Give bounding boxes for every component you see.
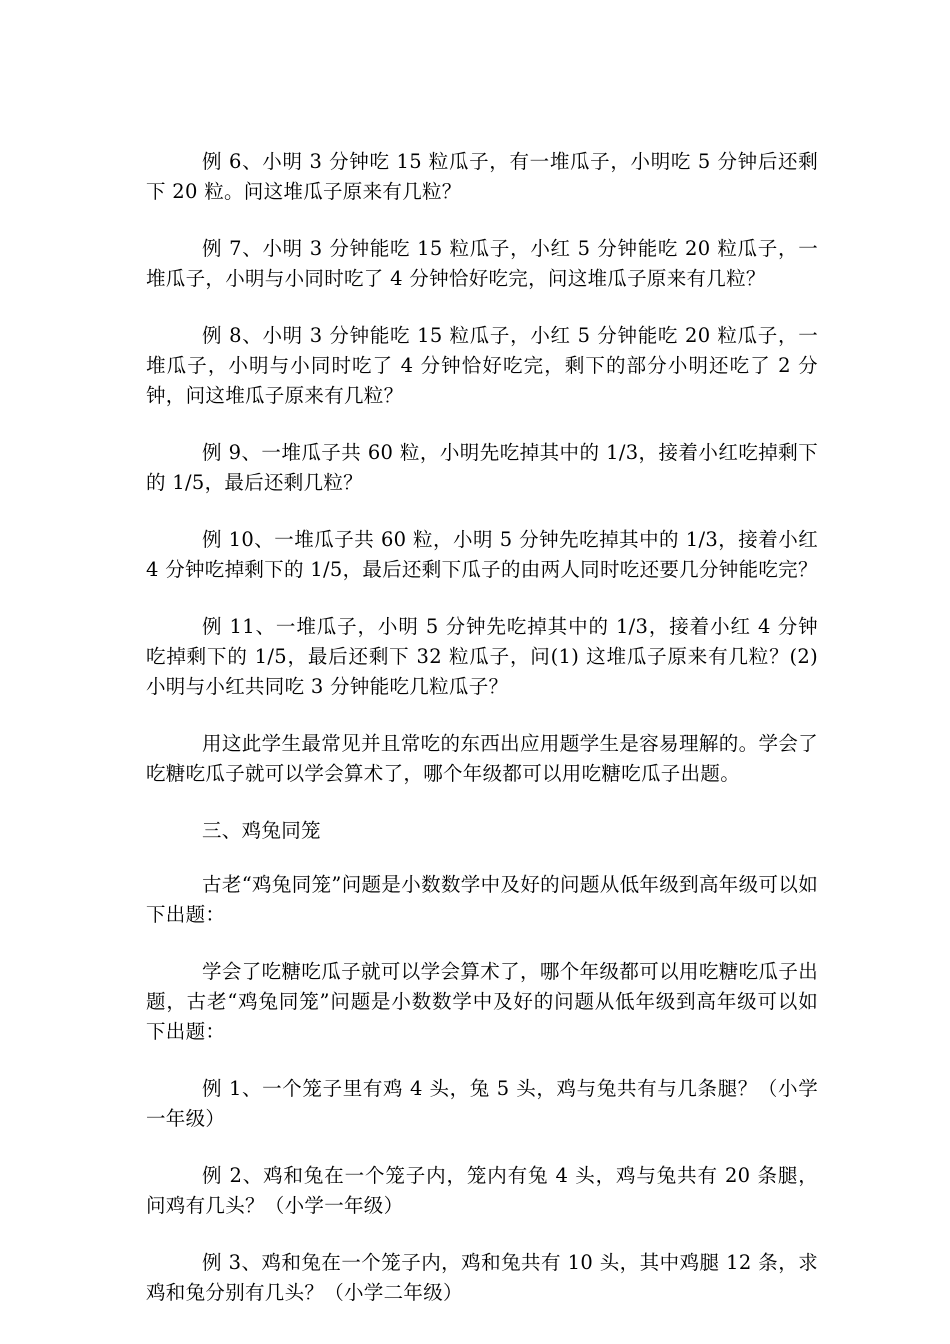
- paragraph-example-11: 例 11、一堆瓜子，小明 5 分钟先吃掉其中的 1/3，接着小红 4 分钟吃掉剩下的 1/5，最后还剩下 32 粒瓜子，问(1) 这堆瓜子原来有几粒？(2) 小明与小红共同吃 3 分钟能吃几粒瓜子？: [146, 615, 818, 698]
- paragraph-example-3: 例 3、鸡和兔在一个笼子内，鸡和兔共有 10 头，其中鸡腿 12 条，求鸡和兔分别有几头？（小学二年级）: [146, 1251, 818, 1304]
- paragraph-intro: 古老“鸡兔同笼”问题是小数数学中及好的问题从低年级到高年级可以如下出题：: [146, 873, 818, 926]
- paragraph-example-1: 例 1、一个笼子里有鸡 4 头，兔 5 头，鸡与兔共有与几条腿？（小学一年级）: [146, 1077, 818, 1130]
- paragraph-summary: 用这此学生最常见并且常吃的东西出应用题学生是容易理解的。学会了吃糖吃瓜子就可以学会算术了，哪个年级都可以用吃糖吃瓜子出题。: [146, 732, 818, 785]
- paragraph-intro-extended: 学会了吃糖吃瓜子就可以学会算术了，哪个年级都可以用吃糖吃瓜子出题，古老“鸡兔同笼”问题是小数数学中及好的问题从低年级到高年级可以如下出题：: [146, 960, 818, 1043]
- paragraph-example-10: 例 10、一堆瓜子共 60 粒，小明 5 分钟先吃掉其中的 1/3，接着小红 4 分钟吃掉剩下的 1/5，最后还剩下瓜子的由两人同时吃还要几分钟能吃完？: [146, 528, 818, 581]
- paragraph-example-9: 例 9、一堆瓜子共 60 粒，小明先吃掉其中的 1/3，接着小红吃掉剩下的 1/5，最后还剩几粒？: [146, 441, 818, 494]
- paragraph-example-6: 例 6、小明 3 分钟吃 15 粒瓜子，有一堆瓜子，小明吃 5 分钟后还剩下 20 粒。问这堆瓜子原来有几粒？: [146, 150, 818, 203]
- paragraph-example-8: 例 8、小明 3 分钟能吃 15 粒瓜子，小红 5 分钟能吃 20 粒瓜子，一堆瓜子，小明与小同时吃了 4 分钟恰好吃完，剩下的部分小明还吃了 2 分钟，问这堆瓜子原来有几粒？: [146, 324, 818, 407]
- document-body: [146, 147, 818, 1335]
- paragraph-example-2: 例 2、鸡和兔在一个笼子内，笼内有兔 4 头，鸡与兔共有 20 条腿，问鸡有几头？（小学一年级）: [146, 1164, 818, 1217]
- paragraph-example-7: 例 7、小明 3 分钟能吃 15 粒瓜子，小红 5 分钟能吃 20 粒瓜子，一堆瓜子，小明与小同时吃了 4 分钟恰好吃完，问这堆瓜子原来有几粒？: [146, 237, 818, 290]
- section-heading: 三、鸡兔同笼: [202, 819, 321, 842]
